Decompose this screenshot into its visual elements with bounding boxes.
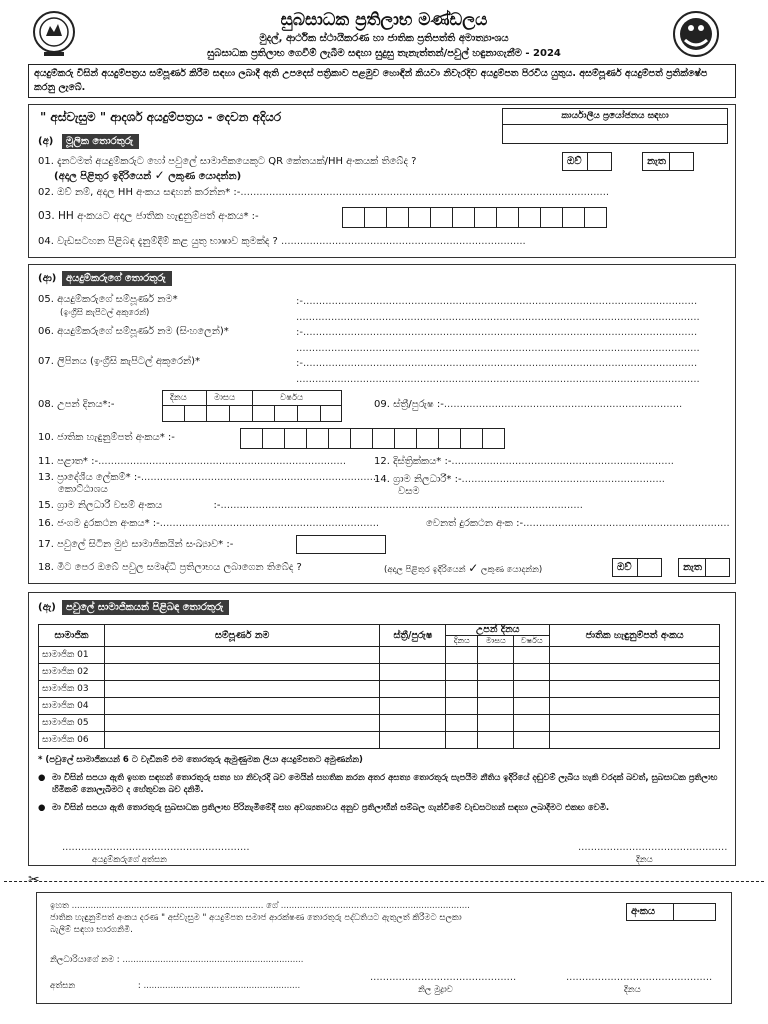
- q18-no-checkbox[interactable]: [705, 558, 730, 577]
- q05-sub: (ඉංග්‍රීසි කැපිටල් අකුරෙන්): [60, 308, 150, 318]
- q18-yes-checkbox[interactable]: [637, 558, 662, 577]
- check-mark-icon: ✓: [468, 561, 479, 575]
- receipt-date-label: දිනය: [624, 985, 641, 995]
- board-title: සුබසාධක ප්‍රතිලාභ මණ්ඩලය: [280, 10, 488, 30]
- section-c-tag: (ඇ): [38, 602, 56, 613]
- office-use-box: [502, 108, 728, 144]
- receipt-signature-label: අත්සන : ..........................................................: [50, 981, 301, 991]
- q15-label: 15. ග්‍රාම නිලධාරී වසම් අංකය :-..................................................................................................................: [38, 500, 583, 511]
- q18-hint: (අදාල පිළිතුර ඉදිරියෙන් ✓ ලකුණ යොදන්න): [384, 561, 543, 575]
- q05-input-line[interactable]: :-............................................................................................................................: [296, 296, 698, 307]
- q10-label: 10. ජාතික හැඳුනුම්පත් අංකය* :-: [38, 432, 175, 443]
- form-title: " අස්වැසුම " ආදර්ශ අයදුම්පත්‍රය - දෙවන අදියර: [40, 110, 282, 124]
- cut-line: [4, 881, 764, 882]
- col-dob-day: දිනය: [446, 636, 478, 647]
- q13-label: 13. ප්‍රාදේශීය ලේකම්* :-...........................................................................: [38, 472, 380, 483]
- table-row[interactable]: සාමාජික 02: [39, 664, 720, 681]
- q12-label: 12. දිස්ත්‍රික්කය* :-......................................................................: [374, 456, 674, 467]
- table-row[interactable]: සාමාජික 03: [39, 681, 720, 698]
- officer-name-label: නිලධාරියාගේ නම : ...................................................................: [50, 955, 304, 965]
- scissors-icon: ✂: [28, 872, 40, 888]
- table-row[interactable]: සාමාජික 05: [39, 715, 720, 732]
- applicant-signature-line[interactable]: ...........................................................: [62, 842, 250, 853]
- q09-label: 09. ස්ත්‍රී/පුරුෂ :-...........................................................................: [374, 399, 683, 410]
- q06-input-line-2[interactable]: ...............................................................................................................................: [296, 343, 700, 354]
- q03-label: 03. HH අංකයට අදාල ජාතික හැඳුනුම්පත් අංකය* :-: [38, 210, 259, 222]
- q03-nic-boxes[interactable]: [342, 207, 606, 228]
- q02-label: 02. ඔව් නම්, අදාල HH අංකය සඳහන් කරන්න* :-....................................................................................................................: [38, 187, 610, 198]
- stamp-label: නිල මුද්‍රාව: [418, 985, 453, 995]
- q01-no-checkbox[interactable]: [669, 152, 694, 171]
- q01-yes-checkbox[interactable]: [587, 152, 612, 171]
- q06-input-line[interactable]: :-............................................................................................................................: [296, 327, 698, 338]
- declaration-2: ● මා විසින් සපයා ඇති තොරතුරු සුබසාධක ප්‍රතිලාභ පිරිනැමීමේදී සහ අවශ්‍යතාවය අනුව ප්‍රතිලාභීන් සම්බල ගැන්වීමේ වැඩසටහන් සඳහා ලබාදීමට එකඟ වෙමි.: [38, 803, 610, 813]
- extra-members-note: * (පවුලේ සාමාජිකයන් 6 ට වැඩිනම් එම තොරතුරු ඇමුණුමක ලියා අයදුම්පතට අමුණන්න): [38, 755, 363, 765]
- section-b-title: අයදුම්කරුගේ තොරතුරු: [62, 271, 172, 286]
- applicant-signature-label: අයදුම්කරුගේ අත්සන: [92, 855, 167, 865]
- office-use-label: කාර්යාලීය ප්‍රයෝජනය සඳහා: [503, 109, 727, 125]
- q13-sub: කොට්ඨාශය: [58, 484, 108, 495]
- table-row[interactable]: සාමාජික 04: [39, 698, 720, 715]
- receipt-line-2: ජාතික හැඳුනුම්පත් අංකය දරණ " අස්වැසුම " අයදුම්පත සමාජ ආරක්ෂණ තොරතුරු පද්ධතියට ඇතුලත් කිරීමට සලකා බැලීම් සඳහා භාරගනිමි.: [50, 913, 462, 935]
- q10-nic-boxes[interactable]: [240, 428, 504, 449]
- applicant-date-line[interactable]: ...............................................: [578, 842, 728, 853]
- q18-label: 18. මීට පෙර ඔබේ පවුල සමෘද්ධි ප්‍රතිලාභය ලබාගෙන තිබේද ?: [38, 562, 302, 573]
- programme-subtitle: සුබසාධක ප්‍රතිලාභ ගෙවීම් ලැබීම සඳහා සුදුසු තැනැත්තන්/පවුල් හඳුනාගැනීම - 2024: [207, 48, 561, 59]
- table-row[interactable]: සාමාජික 01: [39, 647, 720, 664]
- q01-hint: (අදාල පිළිතුර ඉදිරියෙන් ✓ ලකුණ යොදන්න): [54, 168, 242, 182]
- col-full-name: සම්පූර්ණ නම: [104, 625, 379, 647]
- q18-no-option[interactable]: නැත: [678, 558, 730, 577]
- check-mark-icon: ✓: [154, 168, 165, 182]
- q05-input-line-2[interactable]: ...............................................................................................................................: [296, 312, 700, 323]
- col-dob-year: වර්ෂය: [514, 636, 550, 647]
- q07-input-line[interactable]: :-............................................................................................................................: [296, 358, 698, 369]
- col-dob: උපන් දිනය: [446, 625, 550, 636]
- receipt-number-box[interactable]: අංකය: [626, 903, 716, 921]
- declaration-1: ● මා විසින් සපයා ඇති ඉහත සඳහන් තොරතුරු සත්‍ය හා නිවැරදි බව මෙයින් සහතික කරන අතර අසත්‍ය තොරතුරු සැපයීම නීතිය ඉදිරියේ දඬුවම් ලැබිය හැකි වරදක් බවත්, සුබසාධක ප්‍රතිලාභ හිමිකම් නොලැබීමට ද හේතුවන බව දනිමි.: [38, 773, 718, 795]
- q05-label: 05. අයදුම්කරුගේ සම්පූර්ණ නම*: [38, 294, 178, 305]
- receipt-date-line[interactable]: ..............................................: [566, 972, 713, 983]
- ministry-name: මුදල්, ආර්ථික ස්ථායීකරණ හා ජාතික ප්‍රතිපත්ති අමාත්‍යාංශය: [259, 33, 509, 44]
- col-member: සාමාජික: [39, 625, 105, 647]
- section-a-tag: (අ): [38, 136, 54, 147]
- notice-text: අයදුම්කරු විසින් අයදුම්පත්‍රය සම්පූර්ණ කිරීම සඳහා ලබාදී ඇති උපදෙස් පත්‍රිකාව පළමුව හොඳින් කියවා නිවැරදිව අයදුම්පත පිරවිය යුතුය. අසම්පූර්ණ අයදුම්පත් ප්‍රතික්ෂේප කරනු ලැබේ.: [34, 68, 708, 93]
- section-c-title: පවුලේ සාමාජිකයන් පිළිබඳ තොරතුරු: [62, 600, 229, 615]
- col-nic: ජාතික හැඳුනුම්පත් අංකය: [550, 625, 720, 647]
- applicant-date-label: දිනය: [636, 855, 653, 865]
- q17-input-box[interactable]: [296, 535, 386, 554]
- receipt-line-1: ඉහත ....................................................................... ගේ ......................................................................: [50, 901, 470, 911]
- q06-label: 06. අයදුම්කරුගේ සම්පූර්ණ නම (සිංහලෙන්)*: [38, 326, 229, 337]
- q01-no-option[interactable]: නැත: [642, 152, 694, 171]
- q04-label: 04. වැඩසටහන පිළිබඳ දැනුම්දීම් කළ යුතු භාෂාව කුමක්ද ? .............................................................................: [38, 236, 526, 247]
- table-row[interactable]: සාමාජික 06: [39, 732, 720, 749]
- q01-yes-option[interactable]: ඔව්: [562, 152, 612, 171]
- dob-grid[interactable]: [162, 390, 342, 422]
- q07-label: 07. ලිපිනය (ඉංග්‍රීසි කැපිටල් අකුරෙන්)*: [38, 356, 201, 367]
- q14-sub: වසම: [398, 486, 420, 497]
- q18-yes-option[interactable]: ඔව්: [612, 558, 662, 577]
- dob-month-label: මාසය: [214, 393, 236, 403]
- col-gender: ස්ත්‍රී/පුරුෂ: [380, 625, 446, 647]
- q01-label: 01. දැනටමත් අයදුම්කරුට හෝ පවුලේ සාමාජිකයෙකුට QR කේතයක්/HH අංකයක් තිබේද ?: [38, 156, 417, 167]
- q07-input-line-2[interactable]: ...............................................................................................................................: [296, 374, 700, 385]
- q11-label: 11. පළාත* :-..............................................................................: [38, 456, 347, 467]
- q14-label: 14. ග්‍රාම නිලධාරී* :-................................................................: [374, 474, 665, 485]
- dob-day-label: දිනය: [170, 393, 187, 403]
- q16-label: 16. ජංගම දුරකථන අංකය* :-.....................................................................: [38, 518, 380, 529]
- section-a-title: මූලික තොරතුරු: [62, 134, 139, 149]
- q16-alt-label: වෙනත් දුරකථන අංක :-.................................................................: [426, 518, 730, 529]
- section-b-tag: (ආ): [38, 273, 57, 284]
- q17-label: 17. පවුලේ සිටින මුළු සාමාජිකයින් සංඛ්‍යාව* :-: [38, 539, 234, 550]
- family-members-table: [38, 624, 720, 749]
- stamp-line[interactable]: ..............................................: [370, 972, 517, 983]
- dob-year-label: වර්ෂය: [280, 393, 304, 403]
- instruction-notice: [28, 64, 736, 98]
- q08-label: 08. උපන් දිනය*:-: [38, 399, 115, 410]
- col-dob-month: මාසය: [478, 636, 514, 647]
